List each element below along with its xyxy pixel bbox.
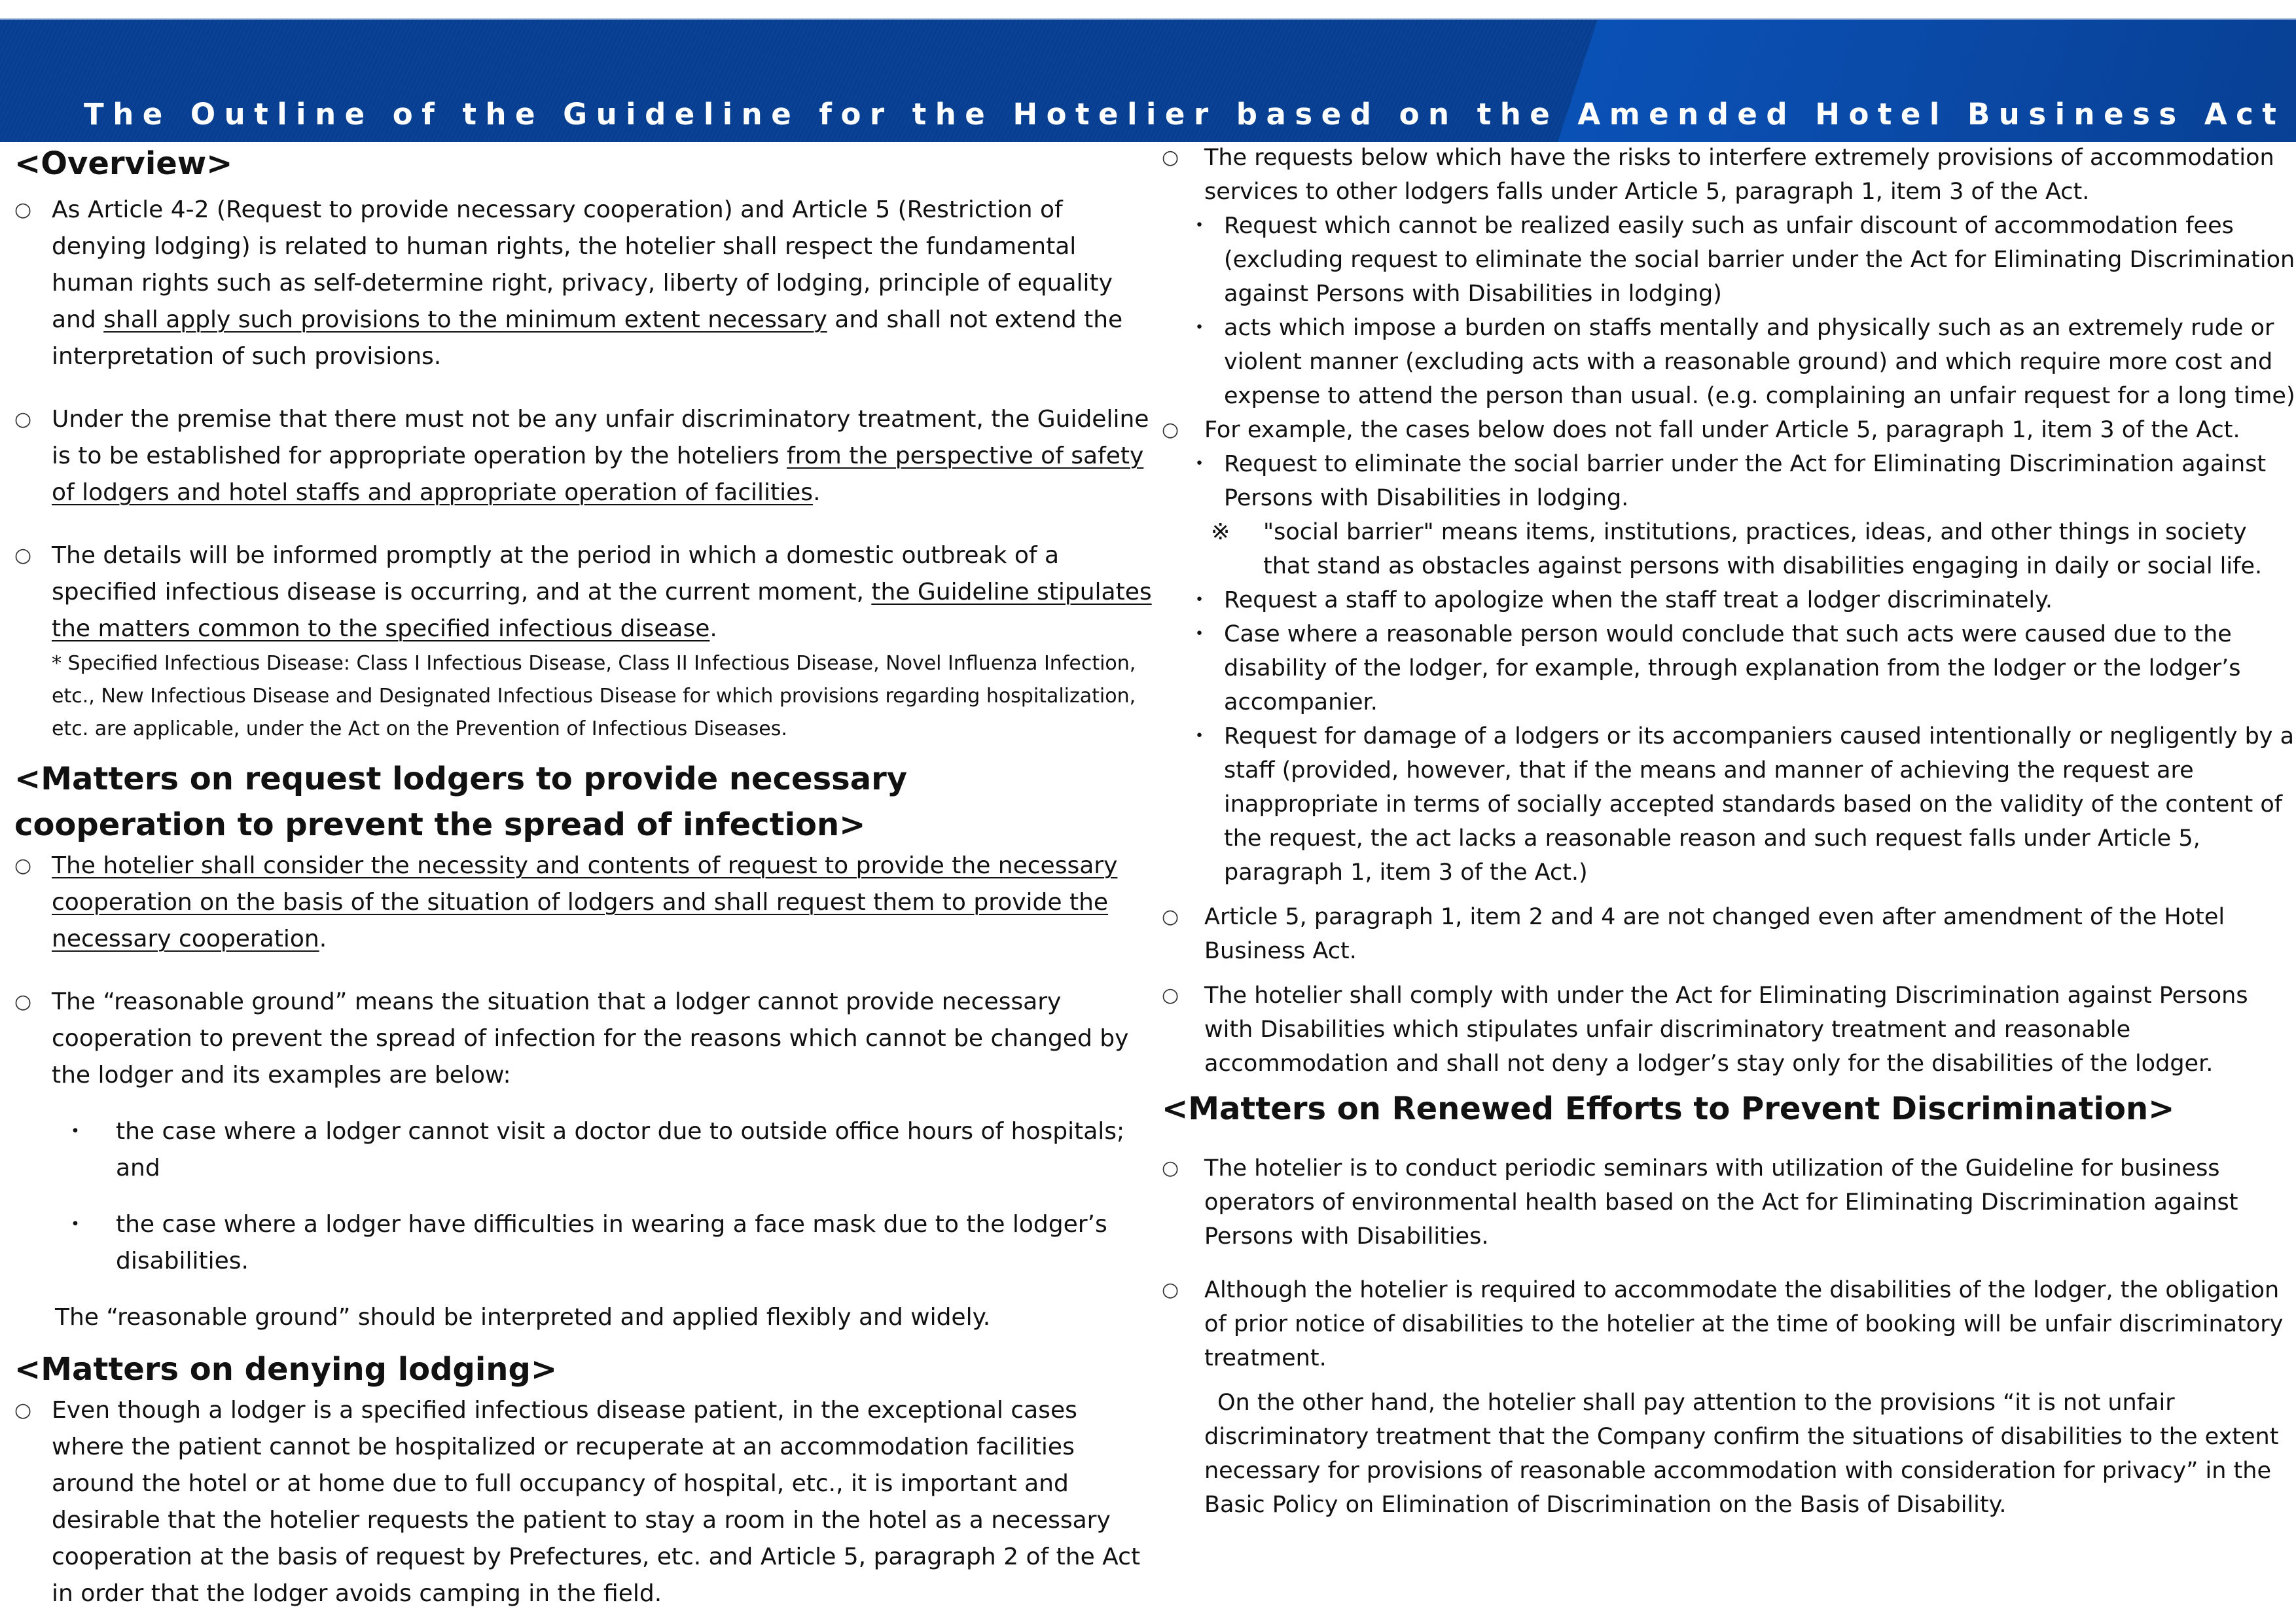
overview-item: ○ Under the premise that there must not be any unfair discriminatory treatment, the Guideline is to be established for appropriate operation by the hoteliers from the perspective of safety of lodgers and hotel staffs and appropriate operation of facilities. xyxy=(14,401,1153,511)
requests-bullet: ・ Request which cannot be realized easily such as unfair discount of accommodation fees (excluding request to eliminate the social barrier under the Act for Eliminating Discrimination against Persons with Disabilities in lodging) xyxy=(1162,209,2296,311)
example-item: ・ the case where a lodger have difficulties in wearing a face mask due to the lodger’s disabilities. xyxy=(14,1206,1153,1280)
overview-item: ○ As Article 4-2 (Request to provide necessary cooperation) and Article 5 (Restriction of denying lodging) is related to human rights, the hotelier shall respect the fundamental human rights such as self-determine right, privacy, liberty of lodging, principle of equality and shall apply such provisions to the minimum extent necessary and shall not extend the interpretation of such provisions. xyxy=(14,192,1153,375)
circle-bullet-icon: ○ xyxy=(1162,905,1179,928)
renewed-item: ○ The hotelier is to conduct periodic seminars with utilization of the Guideline for business operators of environmental health based on the Act for Eliminating Discrimination against Persons with Disabilities. xyxy=(1162,1151,2296,1254)
underlined-text: The hotelier shall consider the necessity and contents of request to provide the necessary cooperation on the basis of the situation of lodgers and shall request them to provide the necessary cooperation xyxy=(52,852,1118,952)
dot-bullet-icon: ・ xyxy=(63,1211,88,1238)
underlined-text: the Guideline stipulates the matters common to the specified infectious disease xyxy=(52,579,1152,642)
denying-item: ○ Even though a lodger is a specified infectious disease patient, in the exceptional cases where the patient cannot be hospitalized or recuperate at an accommodation facilities around the hotel or at home due to full occupancy of hospital, etc., it is important and desirable that the hotelier requests the patient to stay a room in the hotel as a necessary cooperation at the basis of request by Prefectures, etc. and Article 5, paragraph 2 of the Act in order that the lodger avoids camping in the field. xyxy=(14,1392,1153,1612)
exceptions-bullet: ・ Request a staff to apologize when the staff treat a lodger discriminately. xyxy=(1162,583,2296,617)
exceptions-bullet: ・ Request to eliminate the social barrier under the Act for Eliminating Discrimination against Persons with Disabilities in lodging. xyxy=(1162,447,2296,515)
example-item: ・ the case where a lodger cannot visit a doctor due to outside office hours of hospitals; and xyxy=(14,1113,1153,1187)
cooperation-heading: <Matters on request lodgers to provide necessary cooperation to prevent the spread of infection> xyxy=(14,761,908,843)
title-banner xyxy=(0,18,2296,142)
exceptions-bullet: ・ Request for damage of a lodgers or its accompaniers caused intentionally or negligently by a staff (provided, however, that if the means and manner of achieving the request are inappropriate in terms of socially accepted standards based on the validity of the content of the request, the act lacks a reasonable reason and such request falls under Article 5, paragraph 1, item 3 of the Act.) xyxy=(1162,719,2296,890)
circle-bullet-icon: ○ xyxy=(14,990,32,1013)
dot-bullet-icon: ・ xyxy=(1188,621,1211,647)
right-column xyxy=(1162,141,2296,1522)
renewed-item: ○ Although the hotelier is required to accommodate the disabilities of the lodger, the obligation of prior notice of disabilities to the hotelier at the time of booking will be unfair discriminatory treatment. xyxy=(1162,1273,2296,1375)
dot-bullet-icon: ・ xyxy=(1188,213,1211,239)
dot-bullet-icon: ・ xyxy=(1188,587,1211,613)
circle-bullet-icon: ○ xyxy=(1162,1278,1179,1301)
cooperation-closing: The “reasonable ground” should be interpreted and applied flexibly and widely. xyxy=(55,1304,991,1331)
overview-heading: <Overview> xyxy=(14,145,233,182)
social-barrier-definition: ※ "social barrier" means items, institutions, practices, ideas, and other things in society that stand as obstacles against persons with disabilities engaging in daily or social life. xyxy=(1162,515,2296,583)
comply-item: ○ The hotelier shall comply with under the Act for Eliminating Discrimination against Persons with Disabilities which stipulates unfair discriminatory treatment and reasonable accommodation and shall not deny a lodger’s stay only for the disabilities of the lodger. xyxy=(1162,979,2296,1081)
cooperation-item: ○ The “reasonable ground” means the situation that a lodger cannot provide necessary cooperation to prevent the spread of infection for the reasons which cannot be changed by the lodger and its examples are below: xyxy=(14,984,1153,1094)
underlined-text: shall apply such provisions to the minimum extent necessary xyxy=(103,306,827,333)
circle-bullet-icon: ○ xyxy=(14,854,32,877)
exceptions-item: ○ For example, the cases below does not fall under Article 5, paragraph 1, item 3 of the Act. xyxy=(1162,413,2296,447)
circle-bullet-icon: ○ xyxy=(1162,1157,1179,1180)
denying-heading: <Matters on denying lodging> xyxy=(14,1351,558,1388)
circle-bullet-icon: ○ xyxy=(1162,146,1179,169)
circle-bullet-icon: ○ xyxy=(14,198,32,221)
dot-bullet-icon: ・ xyxy=(1188,451,1211,477)
footnote-specified-disease: * Specified Infectious Disease: Class I Infectious Disease, Class II Infectious Disease, Novel Influenza Infection, etc., New Infectious Disease and Designated Infectious Disease for which provisions regarding hospitalization, etc. are applicable, under the Act on the Prevention of Infectious Diseases. xyxy=(52,652,1136,740)
page-title: The Outline of the Guideline for the Hotelier based on the Amended Hotel Business Act xyxy=(84,97,2286,132)
dot-bullet-icon: ・ xyxy=(1188,723,1211,749)
circle-bullet-icon: ○ xyxy=(1162,418,1179,441)
dot-bullet-icon: ・ xyxy=(1188,315,1211,341)
reference-mark-icon: ※ xyxy=(1211,519,1230,545)
requests-bullet: ・ acts which impose a burden on staffs mentally and physically such as an extremely rude or violent manner (excluding acts with a reasonable ground) and which require more cost and expense to attend the person than usual. (e.g. complaining an unfair request for a long time) xyxy=(1162,311,2296,413)
requests-item: ○ The requests below which have the risks to interfere extremely provisions of accommodation services to other lodgers falls under Article 5, paragraph 1, item 3 of the Act. xyxy=(1162,141,2296,209)
underlined-text: from the perspective of safety of lodgers and hotel staffs and appropriate operation of facilities xyxy=(52,442,1144,506)
renewed-efforts-heading: <Matters on Renewed Efforts to Prevent Discrimination> xyxy=(1162,1091,2175,1127)
renewed-closing: On the other hand, the hotelier shall pay attention to the provisions “it is not unfair discriminatory treatment that the Company confirm the situations of disabilities to the extent necessary for provisions of reasonable accommodation with consideration for privacy” in the Basic Policy on Elimination of Discrimination on the Basis of Disability. xyxy=(1204,1390,2279,1518)
dot-bullet-icon: ・ xyxy=(63,1118,88,1145)
circle-bullet-icon: ○ xyxy=(1162,984,1179,1007)
overview-item: ○ The details will be informed promptly at the period in which a domestic outbreak of a specified infectious disease is occurring, and at the current moment, the Guideline stipulates the matters common to the specified infectious disease. xyxy=(14,537,1153,647)
circle-bullet-icon: ○ xyxy=(14,1399,32,1422)
circle-bullet-icon: ○ xyxy=(14,544,32,567)
circle-bullet-icon: ○ xyxy=(14,408,32,431)
article5-item: ○ Article 5, paragraph 1, item 2 and 4 are not changed even after amendment of the Hotel Business Act. xyxy=(1162,900,2296,968)
exceptions-bullet: ・ Case where a reasonable person would conclude that such acts were caused due to the disability of the lodger, for example, through explanation from the lodger or the lodger’s accompanier. xyxy=(1162,617,2296,719)
left-column xyxy=(14,141,1153,1612)
cooperation-item: ○ The hotelier shall consider the necessity and contents of request to provide the necessary cooperation on the basis of the situation of lodgers and shall request them to provide the necessary cooperation. xyxy=(14,848,1153,958)
